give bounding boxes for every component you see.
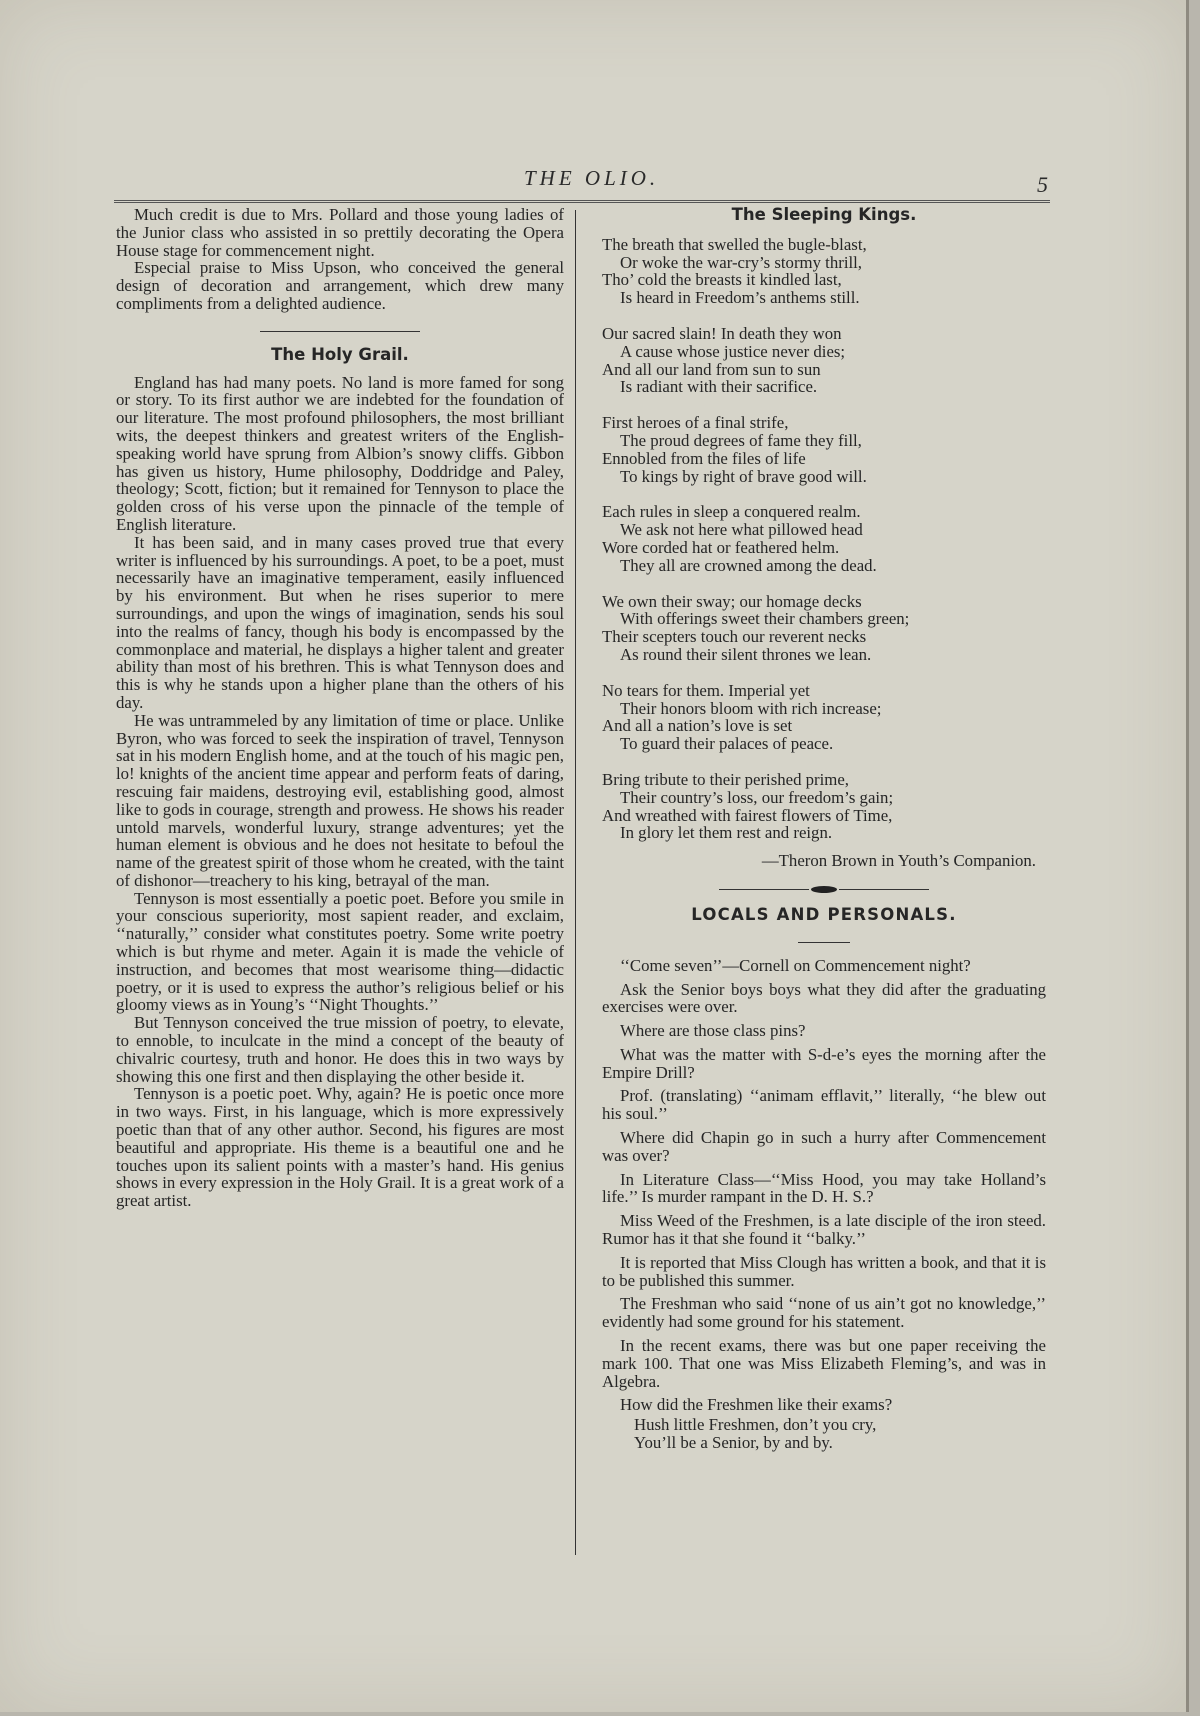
poem-line: Is radiant with their sacrifice. <box>620 377 818 397</box>
poem-line: A cause whose justice never dies; <box>620 341 846 361</box>
essay-paragraph: Tennyson is most essentially a poetic poet. Before you smile in your conscious superiority, most sapient reader, and exclaim, ‘‘naturally,’’ consider what constitutes poetry. Some write poetry which is but rhyme and meter. Again it is made the vehicle of instruction, and becomes that most wearisome thing—didactic poetry, or it is used to express the author’s religious belief or his gloomy views as in Young’s ‘‘Night Thoughts.’’ <box>116 888 564 1015</box>
poem-line: Their honors bloom with rich increase; <box>620 698 882 718</box>
poem-line: And all our land from sun to sun <box>602 359 821 379</box>
local-item: ‘‘Come seven’’—Cornell on Commencement night? <box>620 955 971 975</box>
poem-line: The proud degrees of fame they fill, <box>620 430 862 450</box>
poem-line: Our sacred slain! In death they won <box>602 323 842 343</box>
poem-title: The Sleeping Kings. <box>731 205 917 224</box>
poem-stanza <box>602 503 1046 574</box>
poem-line: As round their silent thrones we lean. <box>620 644 872 664</box>
poem-line: Or woke the war-cry’s stormy thrill, <box>620 252 863 272</box>
essay-paragraph: England has had many poets. No land is more famed for song or story. To its first author we are indebted for the foundation of our literature. The most profound philosophers, the most brilliant wits, the deepest thinkers and greatest writers of the English-speaking world have sprung from Albion’s snowy cliffs. Gibbon has given us history, Hume philosophy, Doddridge and Paley, theology; Scott, fiction; but it remained for Tennyson to place the golden cross of his verse upon the pinnacle of the temple of English literature. <box>116 372 564 534</box>
poem-line: And all a nation’s love is set <box>602 716 793 736</box>
poem-line: First heroes of a final strife, <box>602 413 789 433</box>
local-item: In the recent exams, there was but one paper receiving the mark 100. That one was Miss Elizabeth Fleming’s, and was in Algebra. <box>602 1336 1046 1391</box>
poem-line: With offerings sweet their chambers green; <box>620 609 910 629</box>
local-item: Where did Chapin go in such a hurry after Commencement was over? <box>602 1128 1046 1165</box>
intro-paragraph: Much credit is due to Mrs. Pollard and those young ladies of the Junior class who assisted in so prettily decorating the Opera House stage for commencement night. <box>116 205 564 260</box>
poem-line: Is heard in Freedom’s anthems still. <box>620 288 860 308</box>
poem-stanza <box>602 771 1046 842</box>
local-item: Where are those class pins? <box>620 1021 806 1041</box>
local-item: Prof. (translating) ‘‘animam efflavit,’’ literally, ‘‘he blew out his soul.’’ <box>602 1086 1046 1124</box>
local-item: The Freshman who said ‘‘none of us ain’t got no knowledge,’’ evidently had some ground for his statement. <box>602 1294 1046 1332</box>
poem-line: Wore corded hat or feathered helm. <box>602 537 840 557</box>
poem-stanza <box>602 593 1046 664</box>
poem-line: Each rules in sleep a conquered realm. <box>602 502 861 522</box>
intro-paragraph: Especial praise to Miss Upson, who conceived the general design of decoration and arrangement, which drew many compliments from a delighted audience. <box>116 258 564 313</box>
poem-line: To guard their palaces of peace. <box>620 734 834 754</box>
poem-stanza <box>602 414 1046 485</box>
essay-paragraph: It has been said, and in many cases proved true that every writer is influenced by his surroundings. A poet, to be a poet, must necessarily have an imaginative temperament, easily influenced by his environment. But when he rises superior to mere surroundings, and upon the wings of imagination, sends his soul into the realms of fancy, though his body is encompassed by the commonplace and material, he displays a higher talent and greater ability than most of his brethren. This is what Tennyson does and this is why he stands upon a higher plane than the others of his day. <box>116 532 564 712</box>
ornament-diamond <box>811 886 837 893</box>
column-divider <box>575 210 576 1555</box>
verse-line: Hush little Freshmen, don’t you cry, <box>634 1415 877 1435</box>
poem-line: And wreathed with fairest flowers of Time, <box>602 805 893 825</box>
poem-stanza <box>602 682 1046 753</box>
page-header <box>114 166 1050 203</box>
local-item: What was the matter with S-d-e’s eyes the morning after the Empire Drill? <box>602 1044 1046 1082</box>
local-item: Miss Weed of the Freshmen, is a late disciple of the iron steed. Rumor has it that she found it ‘‘balky.’’ <box>602 1211 1046 1249</box>
running-title: THE OLIO. <box>524 166 660 190</box>
poem-attribution: —Theron Brown in Youth’s Companion. <box>761 851 1036 871</box>
poem-line: They all are crowned among the dead. <box>620 555 877 575</box>
poem-line: No tears for them. Imperial yet <box>602 680 810 700</box>
poem-line: Their country’s loss, our freedom’s gain; <box>620 787 894 807</box>
locals-title: LOCALS AND PERSONALS. <box>691 904 957 924</box>
ornament-line <box>839 889 929 890</box>
local-item: In Literature Class—‘‘Miss Hood, you may take Holland’s life.’’ Is murder rampant in the D. H. S.? <box>602 1169 1046 1207</box>
ornamental-divider <box>719 884 929 896</box>
essay-title: The Holy Grail. <box>271 344 409 364</box>
poem-line: Their scepters touch our reverent necks <box>602 627 867 647</box>
essay-paragraph: He was untrammeled by any limitation of time or place. Unlike Byron, who was forced to seek the inspiration of travel, Tennyson sat in his modern English home, and at the touch of his magic pen, lo! knights of the ancient time appear and perform feats of daring, rescuing fair maidens, destroying evil, establishing good, almost like to gods in courage, strength and prowess. He shows his reader untold marvels, wonderful luxury, strange adventures; yet the human element is obvious and he does not hesitate to befoul the name of the greatest spirit of those whom he created, with the taint of dishonor—treachery to his king, betrayal of the man. <box>116 710 564 890</box>
page-number: 5 <box>1037 172 1048 197</box>
essay-paragraph: Tennyson is a poetic poet. Why, again? He is poetic once more in two ways. First, in his language, which is more expressively poetic than that of any other author. Second, his figures are most beautiful and appropriate. His theme is a beautiful one and he touches upon its salient points with a master’s hand. His genius shows in every expression in the Holy Grail. It is a great work of a great artist. <box>116 1084 564 1211</box>
left-column <box>116 206 564 1210</box>
poem-line: Tho’ cold the breasts it kindled last, <box>602 270 842 290</box>
local-item: How did the Freshmen like their exams? <box>620 1395 893 1415</box>
poem-line: In glory let them rest and reign. <box>620 823 833 843</box>
poem-stanza <box>602 325 1046 396</box>
closing-verse <box>602 1416 1046 1452</box>
poem-line: The breath that swelled the bugle-blast, <box>602 234 867 254</box>
ornament-line <box>719 889 809 890</box>
poem-line: Ennobled from the files of life <box>602 448 806 468</box>
poem-line: Bring tribute to their perished prime, <box>602 769 849 789</box>
poem-line: We own their sway; our homage decks <box>602 591 862 611</box>
poem-line: We ask not here what pillowed head <box>620 520 863 540</box>
local-item: It is reported that Miss Clough has written a book, and that it is to be published this summer. <box>602 1252 1046 1290</box>
right-column <box>602 206 1046 1452</box>
poem-stanza <box>602 236 1046 307</box>
poem-line: To kings by right of brave good will. <box>620 466 867 486</box>
essay-paragraph: But Tennyson conceived the true mission of poetry, to elevate, to ennoble, to inculcate in the mind a concept of the beauty of chivalric courtesy, truth and honor. He does this in two ways by showing this one first and then displaying the other beside it. <box>116 1013 564 1086</box>
verse-line: You’ll be a Senior, by and by. <box>634 1433 833 1453</box>
local-item: Ask the Senior boys boys what they did after the graduating exercises were over. <box>602 979 1046 1017</box>
